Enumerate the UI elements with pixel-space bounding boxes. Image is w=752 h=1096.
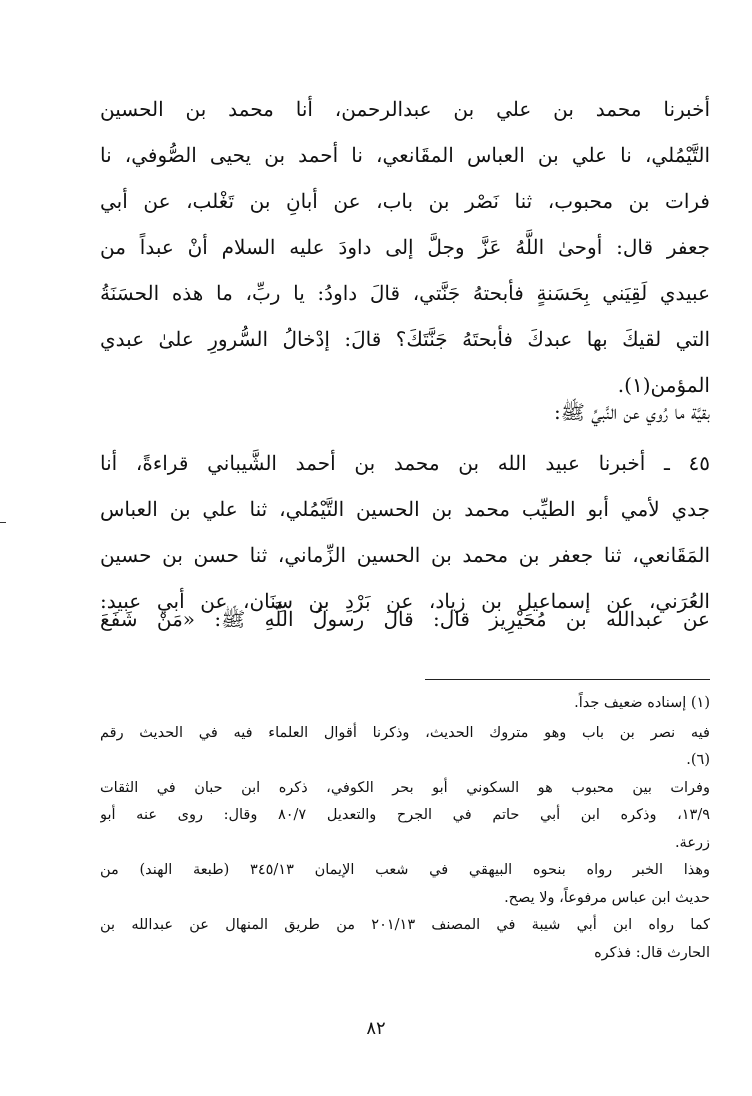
- margin-mark: [0, 522, 6, 523]
- text-line: عبيدي لَقِيَني بِحَسَنةٍ فأبحتهُ جَنَّتي، قالَ داودُ: يا ربِّ، ما هذه الحسَنَةُ: [100, 281, 710, 305]
- paragraph-1: [100, 86, 710, 408]
- text-line: أخبرنا محمد بن علي بن عبدالرحمن، أنا محمد بن الحسين: [100, 97, 710, 121]
- text-line: المؤمن(١).: [617, 373, 710, 397]
- footnote-line: كما رواه ابن أبي شيبة في المصنف ٢٠١/١٣ من طريق المنهال عن عبدالله بن: [100, 917, 710, 933]
- text-line: جعفر قال: أوحىٰ اللَّهُ عَزَّ وجلَّ إلى داودَ عليه السلام أنْ عبداً من: [100, 235, 710, 259]
- text-line: التَّيْمُلي، نا علي بن العباس المقَانعي، نا أحمد بن يحيى الصُّوفي، نا: [100, 143, 710, 167]
- text-line: التي لقيكَ بها عبدكَ فأبحتَهُ جَنَّتَكَ؟ قالَ: إدْخالُ السُّرورِ علىٰ عبدي: [100, 327, 710, 351]
- footnote-line: فيه نصر بن باب وهو متروك الحديث، وذكرنا أقوال العلماء فيه في الحديث رقم: [100, 724, 710, 741]
- footnote-line: زرعة.: [674, 834, 710, 851]
- footnote-line: (٦).: [686, 752, 710, 768]
- text-line: العُرَني، عن إسماعيل بن زياد، عن بَرْدِ بن سِنَان، عن أبي عبيد:: [100, 589, 710, 613]
- footnote-line: الحارث قال: فذكره: [594, 944, 710, 961]
- text-line: ٤٥ ـ أخبرنا عبيد الله بن محمد بن أحمد الشَّيباني قراءةً، أنا: [100, 451, 710, 475]
- footnote-line: حديث ابن عباس مرفوعاً، ولا يصح.: [504, 889, 710, 906]
- footnote-separator: [425, 679, 710, 680]
- footnotes: [100, 690, 710, 967]
- footnote-line: ١٣/٩، وذكره ابن أبي حاتم في الجرح والتعديل ٨٠/٧ وقال: روى عنه أبو: [100, 807, 710, 823]
- footnote-line: وهذا الخبر رواه بنحوه البيهقي في شعب الإيمان ٣٤٥/١٣ (طبعة الهند) من: [100, 862, 710, 878]
- paragraph-3: [100, 596, 710, 642]
- text-line: جدي لأمي أبو الطيِّب محمد بن الحسين التَّيْمُلي، ثنا علي بن العباس: [100, 497, 710, 521]
- section-heading: بقيَّة ما رُوي عن النَّبيِّ ﷺ:: [553, 400, 710, 424]
- text-line: عن عبدالله بن مُحَيْرِيز قال: قالَ رسولُ اللَّهِ ﷺ: «مَنْ شَفَعَ: [100, 607, 710, 631]
- footnote-line: وفرات بين محبوب هو السكوني أبو بحر الكوفي، ذكره ابن حبان في الثقات: [100, 779, 710, 796]
- text-line: فرات بن محبوب، ثنا نَصْر بن باب، عن أبانِ بن تَغْلب، عن أبي: [100, 189, 710, 213]
- page-number: ٨٢: [366, 1018, 386, 1039]
- footnote-line: (١) إسناده ضعيف جداً.: [574, 695, 710, 711]
- text-line: المَقَانعي، ثنا جعفر بن محمد بن الحسين الزِّماني، ثنا حسن بن حسين: [100, 543, 710, 567]
